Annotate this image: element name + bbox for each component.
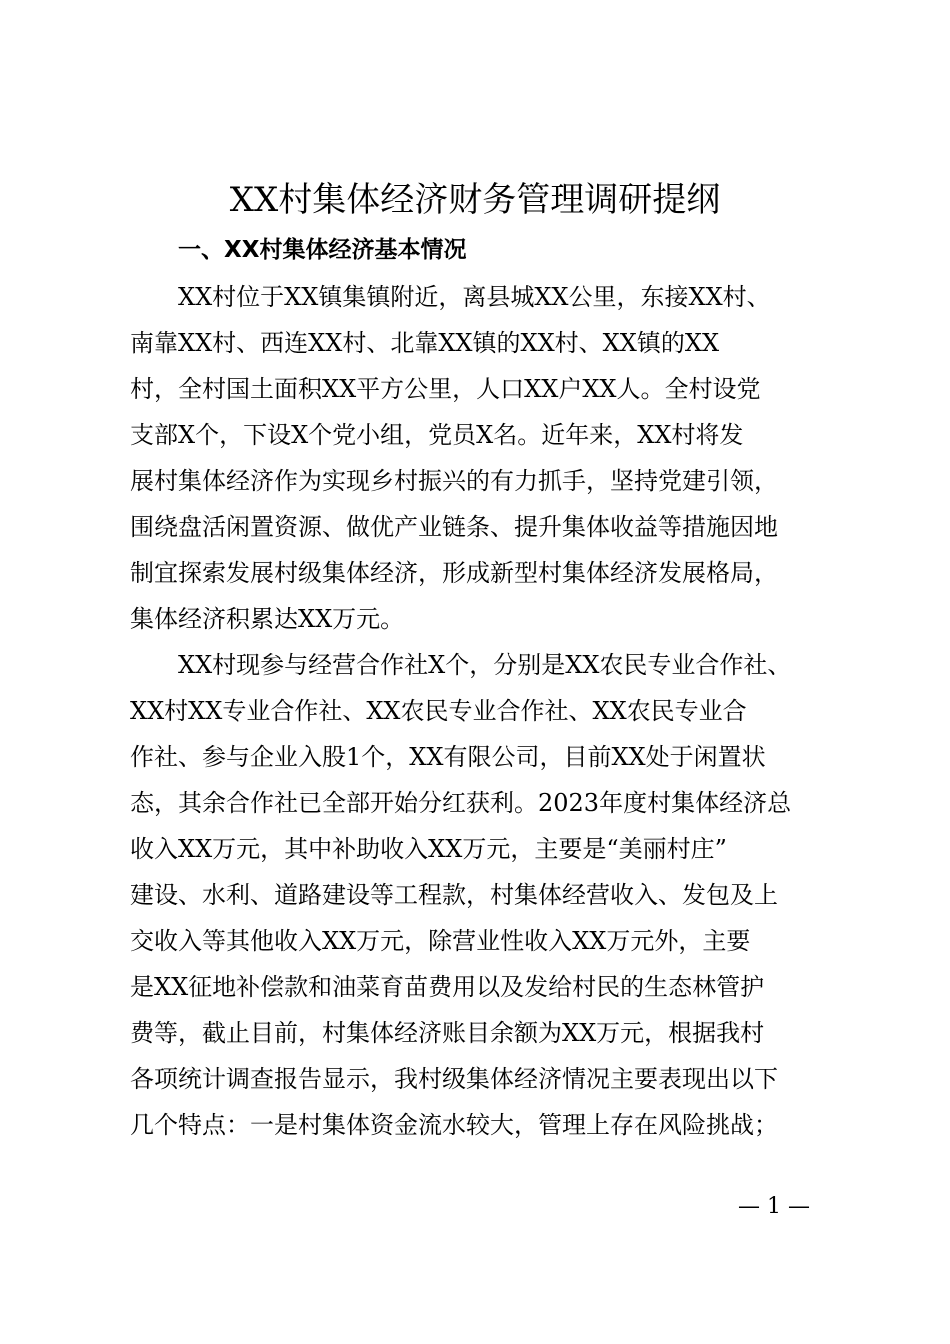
paragraph-line: 支部X个，下设X个党小组，党员X名。近年来，XX村将发: [130, 421, 744, 449]
paragraph-line: 展村集体经济作为实现乡村振兴的有力抓手，坚持党建引领，: [130, 467, 778, 495]
paragraph-line: 收入XX万元，其中补助收入XX万元，主要是“美丽村庄”: [130, 835, 727, 863]
section-heading: 一、XX村集体经济基本情况: [178, 237, 467, 263]
paragraph-line: 围绕盘活闲置资源、做优产业链条、提升集体收益等措施因地: [130, 513, 778, 541]
paragraph-2: [130, 642, 830, 1148]
paragraph-line: 态，其余合作社已全部开始分红获利。2023年度村集体经济总: [130, 789, 792, 817]
paragraph-line: 几个特点：一是村集体资金流水较大，管理上存在风险挑战；: [130, 1111, 778, 1139]
paragraph-line: 制宜探索发展村级集体经济，形成新型村集体经济发展格局，: [130, 559, 778, 587]
paragraph-line: 交收入等其他收入XX万元，除营业性收入XX万元外，主要: [130, 927, 751, 955]
page-number: — 1 —: [738, 1194, 810, 1219]
paragraph-line: XX村XX专业合作社、XX农民专业合作社、XX农民专业合: [130, 697, 747, 725]
paragraph-line: 作社、参与企业入股1个，XX有限公司，目前XX处于闲置状: [130, 743, 766, 771]
paragraph-line: 南靠XX村、西连XX村、北靠XX镇的XX村、XX镇的XX: [130, 329, 720, 357]
paragraph-line: 村，全村国土面积XX平方公里，人口XX户XX人。全村设党: [130, 375, 761, 403]
paragraph-line: XX村位于XX镇集镇附近，离县城XX公里，东接XX村、: [178, 283, 771, 311]
paragraph-line: 费等，截止目前，村集体经济账目余额为XX万元，根据我村: [130, 1019, 765, 1047]
paragraph-line: XX村现参与经营合作社X个，分别是XX农民专业合作社、: [178, 651, 792, 679]
document-title: XX村集体经济财务管理调研提纲: [229, 180, 721, 220]
paragraph-line: 是XX征地补偿款和油菜育苗费用以及发给村民的生态林管护: [130, 973, 765, 1001]
paragraph-line: 各项统计调查报告显示，我村级集体经济情况主要表现出以下: [130, 1065, 778, 1093]
paragraph-1: [130, 274, 830, 642]
paragraph-line: 建设、水利、道路建设等工程款，村集体经营收入、发包及上: [130, 881, 778, 909]
paragraph-line: 集体经济积累达XX万元。: [130, 605, 405, 633]
